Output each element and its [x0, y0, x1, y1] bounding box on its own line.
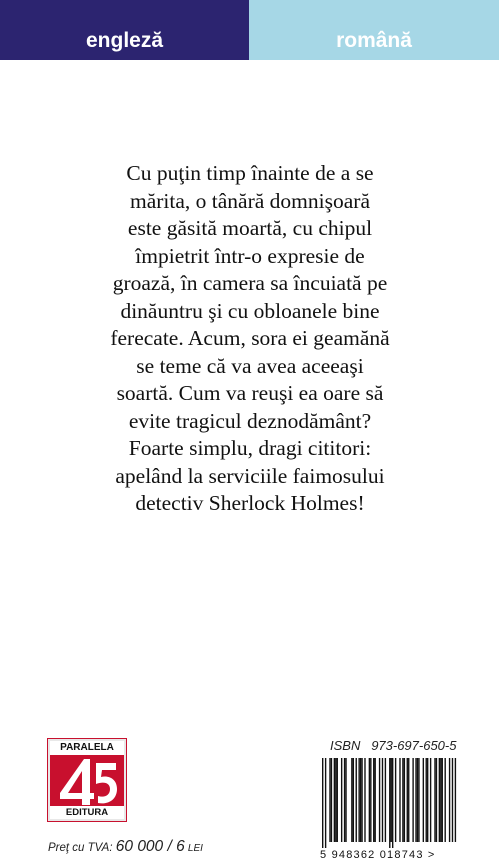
publisher-logo [48, 739, 126, 821]
blurb-line: soartă. Cum va reuşi ea oare să [116, 381, 384, 405]
language-header [0, 0, 499, 60]
paralela-45-logo-icon [54, 757, 120, 807]
blurb-line: împietrit într-o expresie de [135, 243, 365, 268]
price-label [48, 838, 203, 856]
isbn-number: 973-697-650-5 [371, 738, 457, 753]
ean13-barcode-icon [322, 758, 462, 848]
blurb-line: Cu puţin timp înainte de a se [126, 161, 374, 185]
tab-romanian: română [249, 0, 499, 60]
back-cover-blurb [80, 160, 420, 518]
tab-english: engleză [0, 0, 249, 60]
blurb-line: Foarte simplu, dragi cititori: [128, 436, 372, 460]
blurb-line: groază, în camera sa încuiată pe [112, 271, 388, 295]
blurb-line: evite tragicul deznodământ? [128, 408, 372, 433]
isbn-line [330, 738, 456, 753]
barcode-digits: 5 948362 018743 > [320, 849, 436, 861]
price-amount: 60 000 / 6 [115, 838, 185, 855]
publisher-name-bottom: EDITURA [50, 806, 124, 819]
blurb-line: mărita, o tânără domnişoară [130, 188, 370, 213]
blurb-line: apelând la serviciile faimosului [115, 463, 385, 488]
blurb-line: dinăuntru şi cu obloanele bine [120, 298, 380, 323]
blurb-line: ferecate. Acum, sora ei geamănă [110, 326, 390, 350]
isbn-label: ISBN [330, 738, 361, 753]
blurb-line: este găsită moartă, cu chipul [127, 216, 373, 240]
blurb-line: se teme că va avea aceeaşi [136, 353, 364, 378]
price-currency: LEI [187, 843, 203, 854]
price-prefix: Preţ cu TVA: [48, 842, 113, 854]
blurb-line: detectiv Sherlock Holmes! [135, 491, 365, 515]
publisher-name-top: PARALELA [50, 741, 124, 755]
